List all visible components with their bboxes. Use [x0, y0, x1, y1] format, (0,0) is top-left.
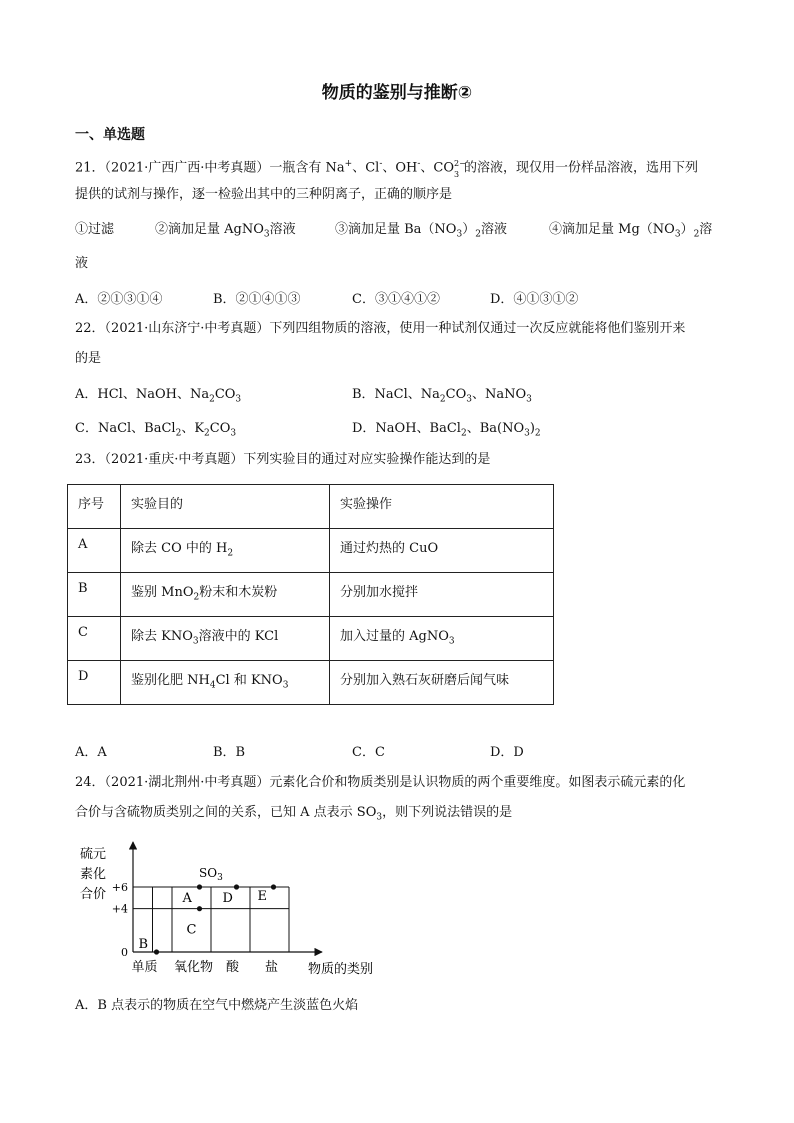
q21-na-charge: + — [344, 159, 353, 169]
q21-op1: ①过滤 — [75, 222, 115, 237]
q21-oh: 、OH — [382, 160, 418, 176]
header-cell: 实验操作 — [330, 485, 554, 529]
q22-d-sub1: 2 — [460, 428, 467, 439]
q22-c-text2: 、K — [181, 421, 205, 436]
q23-option-a[interactable]: A．A — [75, 745, 107, 760]
q21-cl-charge: - — [379, 159, 383, 169]
point-D — [234, 884, 239, 889]
q21-op3-text: ③滴加足量 Ba（NO — [335, 222, 457, 237]
q21-op2 — [155, 221, 296, 244]
goal-sub: 2 — [227, 548, 234, 559]
q21-op4-paren: ） — [680, 222, 694, 237]
q21-option-a[interactable]: A．②①③①④ — [75, 292, 163, 307]
q22-d-sub3: 2 — [534, 428, 541, 439]
q22-d-text2: 、Ba(NO — [466, 421, 525, 436]
q21-oh-charge: - — [417, 159, 421, 169]
point-label-A: A — [182, 891, 192, 906]
so3-annotation — [199, 866, 223, 883]
y-tick-label: 0 — [121, 946, 128, 959]
q24-line2-tail: ，则下列说法错误的是 — [382, 805, 513, 820]
q23-option-c[interactable]: C．C — [352, 745, 385, 760]
q21-stem-suffix: 的溶液，现仅用一份样品溶液，选用下列 — [464, 160, 699, 176]
q21-stem-line1 — [75, 155, 698, 177]
q21-cl: 、Cl — [352, 160, 380, 176]
q22-a-text1: A．HCl、NaOH、Na — [75, 387, 210, 402]
table-header-row — [68, 485, 554, 529]
row-goal — [121, 661, 330, 705]
y-axis-label-line: 合价 — [80, 887, 107, 902]
q22-c-text1: C．NaCl、BaCl — [75, 421, 176, 436]
y-tick-label: +6 — [111, 881, 128, 894]
point-label-C: C — [186, 922, 197, 938]
q22-a-sub2: 3 — [235, 394, 242, 405]
point-E — [271, 884, 276, 889]
q22-c-sub3: 3 — [230, 428, 237, 439]
op-sub: 3 — [448, 636, 455, 647]
q22-d-text1: D．NaOH、BaCl — [352, 421, 461, 436]
x-tick-label: 单质 — [131, 960, 158, 975]
q22-b-text1: B．NaCl、Na — [352, 387, 440, 402]
row-goal — [121, 573, 330, 617]
q21-op2-text: ②滴加足量 AgNO — [155, 222, 264, 237]
y-axis-label — [80, 847, 106, 902]
point-A — [197, 884, 202, 889]
chart-points — [139, 884, 277, 954]
sulfur-valence-chart — [70, 838, 400, 983]
q24-stem-line2 — [75, 804, 512, 827]
point-label-E: E — [257, 889, 267, 904]
q21-co: 、CO — [420, 160, 455, 176]
row-id: B — [68, 573, 121, 617]
point-label-B: B — [138, 937, 149, 952]
goal-text: 鉴别 MnO — [131, 585, 194, 600]
row-op: 分别加入熟石灰研磨后闻气味 — [330, 661, 554, 705]
q21-op2-sub: 3 — [263, 229, 270, 240]
point-B — [154, 949, 159, 954]
q23-option-d[interactable]: D．D — [490, 745, 524, 760]
goal-sub: 4 — [209, 680, 216, 691]
x-axis-label: 物质的类别 — [308, 962, 374, 977]
x-tick-label: 酸 — [225, 960, 240, 975]
q24-line2-text: 合价与含硫物质类别之间的关系，已知 A 点表示 SO — [75, 805, 377, 820]
goal-tail: Cl 和 KNO — [215, 673, 283, 688]
y-axis-label-line: 硫元 — [80, 847, 107, 862]
q21-co-charge: 2− — [454, 158, 466, 168]
y-axis-label-line: 素化 — [80, 867, 107, 882]
q21-op2-tail: 溶液 — [269, 222, 296, 237]
y-tick-label: +4 — [111, 902, 128, 916]
goal-sub: 2 — [193, 592, 200, 603]
q22-c-text3: CO — [209, 421, 231, 436]
q22-b-sub2: 3 — [466, 394, 472, 405]
header-cell: 实验目的 — [121, 485, 330, 529]
page-title: 物质的鉴别与推断② — [321, 83, 473, 103]
q22-c-sub1: 2 — [175, 428, 182, 439]
q22-b-text2: CO — [445, 387, 467, 402]
so3-text: SO — [199, 866, 218, 880]
q22-stem-line1: 22．（2021·山东济宁·中考真题）下列四组物质的溶液，使用一种试剂仅通过一次反应就能将他们鉴别开来 — [75, 321, 686, 336]
q24-line2-sub: 3 — [376, 812, 383, 823]
table-row — [68, 661, 554, 705]
q23-option-b[interactable]: B．B — [213, 745, 246, 760]
row-op — [330, 617, 554, 661]
q21-option-c[interactable]: C．③①④①② — [352, 292, 440, 307]
row-id: C — [68, 617, 121, 661]
q21-op3-sub1: 3 — [456, 229, 463, 240]
q22-b-sub1: 2 — [439, 394, 446, 405]
header-cell: 序号 — [68, 485, 121, 529]
so3-sub: 3 — [217, 873, 223, 883]
q22-d-text3: ) — [529, 421, 535, 436]
point-C — [197, 906, 202, 911]
q21-stem-prefix: 21．（2021·广西广西·中考真题）一瓶含有 Na — [75, 160, 345, 176]
row-op: 分别加水搅拌 — [330, 573, 554, 617]
q22-c-sub2: 2 — [204, 428, 210, 439]
goal-tail: 粉末和木炭粉 — [199, 585, 278, 600]
row-goal — [121, 617, 330, 661]
goal-tail: 溶液中的 KCl — [198, 629, 279, 644]
row-id: D — [68, 661, 121, 705]
q24-stem-line1: 24．（2021·湖北荆州·中考真题）元素化合价和物质类别是认识物质的两个重要维度。如图表示硫元素的化 — [75, 775, 686, 790]
q21-op3-sub2: 2 — [475, 229, 481, 240]
y-tick-labels — [112, 881, 128, 959]
q24-option-a[interactable]: A．B 点表示的物质在空气中燃烧产生淡蓝色火焰 — [75, 998, 359, 1013]
q22-a-sub1: 2 — [209, 394, 215, 405]
q21-op4-sub2: 2 — [693, 229, 700, 240]
q21-op4-wrap: 液 — [75, 256, 89, 271]
q21-op4-text: ④滴加足量 Mg（NO — [549, 222, 675, 237]
goal-text: 除去 KNO — [131, 629, 193, 644]
q21-op4-sub1: 3 — [674, 229, 681, 240]
q22-stem-line2: 的是 — [75, 351, 102, 366]
table-row — [68, 529, 554, 573]
q21-op3-paren: ） — [462, 222, 476, 237]
row-goal — [121, 529, 330, 573]
q23-table — [67, 484, 554, 705]
q21-co-subscript: 3 — [454, 169, 460, 179]
point-label-D: D — [222, 891, 233, 906]
q21-stem-line2: 提供的试剂与操作，逐一检验出其中的三种阴离子，正确的顺序是 — [75, 187, 453, 202]
q21-op3 — [335, 221, 507, 244]
q22-option-a[interactable] — [75, 383, 241, 405]
q21-op4 — [549, 221, 712, 244]
goal-sub: 3 — [192, 636, 199, 647]
q22-option-c[interactable] — [75, 417, 236, 439]
q21-option-d[interactable]: D．④①③①② — [490, 292, 579, 307]
q21-option-b[interactable]: B．②①④①③ — [213, 292, 301, 307]
goal-sub2: 3 — [282, 680, 289, 691]
q21-op3-tail: 溶液 — [480, 222, 507, 237]
q21-op4-tail: 溶 — [699, 222, 713, 237]
op-text: 加入过量的 AgNO — [340, 629, 449, 644]
q23-stem: 23．（2021·重庆·中考真题）下列实验目的通过对应实验操作能达到的是 — [75, 452, 491, 467]
row-id: A — [68, 529, 121, 573]
table-row — [68, 617, 554, 661]
x-tick-label: 氧化物 — [173, 960, 214, 975]
q21-co-script — [454, 158, 466, 179]
q22-option-b[interactable] — [352, 383, 532, 405]
q22-option-d[interactable] — [352, 417, 541, 439]
q22-b-sub3: 3 — [526, 394, 532, 405]
x-tick-labels — [131, 959, 278, 975]
q22-a-text2: CO — [214, 387, 236, 402]
table-row — [68, 573, 554, 617]
q22-d-sub2: 3 — [524, 428, 530, 439]
q22-b-text3: 、NaNO — [472, 387, 527, 402]
section-heading: 一、单选题 — [75, 127, 145, 143]
goal-text: 鉴别化肥 NH — [131, 673, 210, 688]
x-tick-label: 盐 — [264, 960, 279, 975]
row-op: 通过灼热的 CuO — [330, 529, 554, 573]
goal-text: 除去 CO 中的 H — [131, 541, 228, 556]
